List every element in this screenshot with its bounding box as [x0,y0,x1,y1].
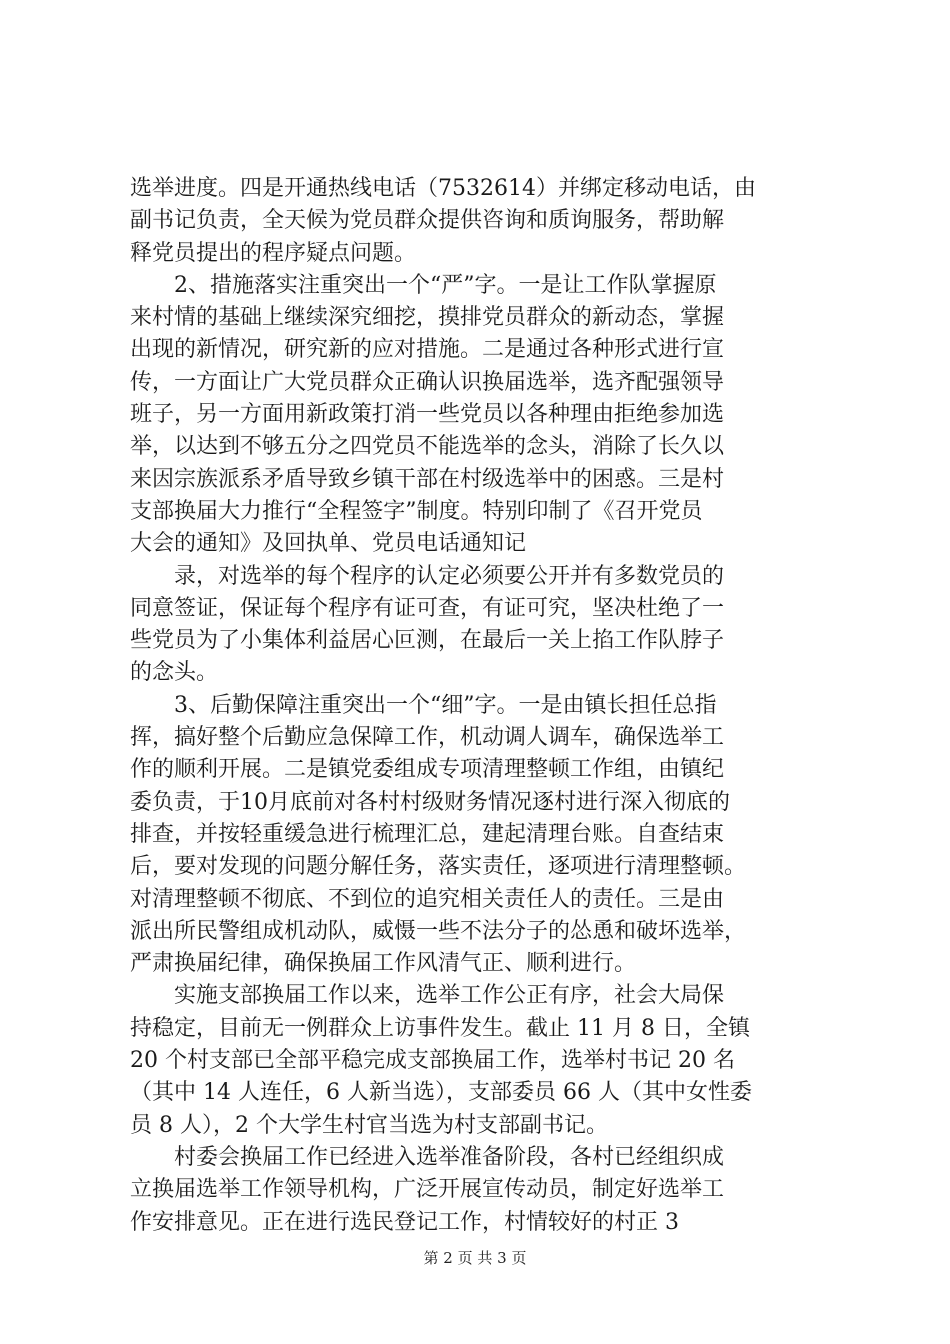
body-text [130,173,830,1239]
text-line: 严肃换届纪律，确保换届工作风清气正、顺利进行。 [130,951,637,977]
text-line: 排查，并按轻重缓急进行梳理汇总，建起清理台账。自查结束 [130,821,725,847]
text-line: 挥，搞好整个后勤应急保障工作，机动调人调车，确保选举工 [130,725,725,751]
text-line: 支部换届大力推行“全程签字”制度。特别印制了《召开党员 [130,498,703,524]
text-line: 些党员为了小集体利益居心叵测，在最后一关上掐工作队脖子 [130,628,725,654]
text-line: 20 个村支部已全部平稳完成支部换届工作，选举村书记 20 名 [130,1048,735,1074]
text-line: 释党员提出的程序疑点问题。 [130,240,417,266]
text-line: 村委会换届工作已经进入选举准备阶段，各村已经组织成 [130,1144,725,1170]
page-footer [0,1248,950,1268]
text-line: 来因宗族派系矛盾导致乡镇干部在村级选举中的困惑。三是村 [130,466,725,492]
text-line: 选举进度。四是开通热线电话（7532614）并绑定移动电话，由 [130,176,756,201]
text-line: 持稳定，目前无一例群众上访事件发生。截止 11 月 8 日，全镇 [130,1015,750,1041]
text-line: 副书记负责，全天候为党员群众提供咨询和质询服务，帮助解 [130,208,725,234]
text-line: 对清理整顿不彻底、不到位的追究相关责任人的责任。三是由 [130,886,725,912]
text-line: 传，一方面让广大党员群众正确认识换届选举，选齐配强领导 [130,369,725,395]
text-line: 作的顺利开展。二是镇党委组成专项清理整顿工作组，由镇纪 [130,757,725,783]
text-line: 后，要对发现的问题分解任务，落实责任，逐项进行清理整顿。 [130,854,747,880]
page-number: 第 2 页 共 3 页 [423,1249,527,1267]
text-line: 委负责，于10月底前对各村村级财务情况逐村进行深入彻底的 [130,789,730,815]
text-line: 大会的通知》及回执单、党员电话通知记 [130,531,527,557]
text-line: 作安排意见。正在进行选民登记工作，村情较好的村正 3 [130,1209,679,1235]
text-line: 来村情的基础上继续深究细挖，摸排党员群众的新动态，掌握 [130,305,725,331]
text-line: 出现的新情况，研究新的应对措施。二是通过各种形式进行宣 [130,337,725,363]
text-line: 员 8 人），2 个大学生村官当选为村支部副书记。 [130,1112,608,1138]
text-line: 录，对选举的每个程序的认定必须要公开并有多数党员的 [130,563,725,589]
text-line: 举，以达到不够五分之四党员不能选举的念头，消除了长久以 [130,434,725,460]
text-line: 班子，另一方面用新政策打消一些党员以各种理由拒绝参加选 [130,402,725,428]
text-line: 派出所民警组成机动队，威慑一些不法分子的怂恿和破坏选举， [130,918,747,944]
text-line: 3、后勤保障注重突出一个“细”字。一是由镇长担任总指 [130,692,717,718]
text-line: （其中 14 人连任，6 人新当选），支部委员 66 人（其中女性委 [130,1080,752,1106]
text-line: 实施支部换届工作以来，选举工作公正有序，社会大局保 [130,983,725,1009]
text-line: 的念头。 [130,660,219,686]
text-line: 立换届选举工作领导机构，广泛开展宣传动员，制定好选举工 [130,1177,725,1203]
text-line: 同意签证，保证每个程序有证可查，有证可究，坚决杜绝了一 [130,595,725,621]
text-line: 2、措施落实注重突出一个“严”字。一是让工作队掌握原 [130,272,717,298]
